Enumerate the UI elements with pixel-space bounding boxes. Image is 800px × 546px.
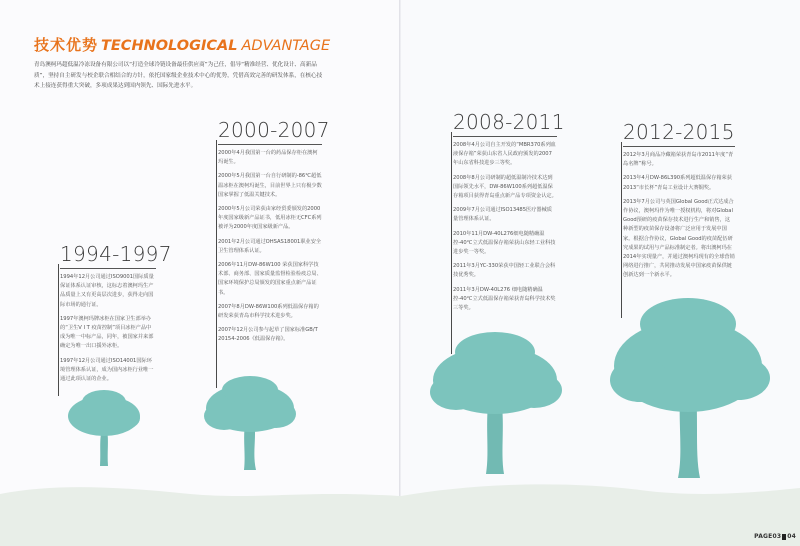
era-item: 2007年12月公司参与起草了国家标准GB/T 20154-2006《低温保存箱》。 (218, 327, 318, 343)
era-2000-2007 (218, 118, 330, 350)
era-item: 2013年4月DW-86L390系列超低温保存箱荣获2013“市长杯”青岛工业设计大赛铜奖。 (623, 175, 732, 191)
era-item: 2006年11月DW-86W100 荣获国家科学技术部、商务部、国家质量监督检验检疫总局、国家环境保护总局颁发的国家重点新产品证书。 (218, 262, 322, 296)
era-item: 2011年3月DW-40L276 细电随精确温控-40℃立式低温保存箱荣获青岛科学技术奖三等奖。 (453, 286, 556, 312)
era-rule (60, 268, 156, 269)
era-1994-1997 (60, 242, 172, 389)
era-item: 2012年3月商品冷藏箱荣获青岛市2011年度“青岛名牌”称号。 (623, 152, 734, 168)
era-year: 1994-1997 (60, 242, 172, 266)
era-item: 2008年8月公司研制的超低温制冷技术达到国际领先水平，DW-86W100系列超低温保存箱项目获得青岛重点新产品专项资金认定。 (453, 174, 557, 200)
era-year: 2000-2007 (218, 118, 330, 142)
tree-2008-2011 (430, 332, 562, 474)
intro-paragraph: 青岛澳柯玛超低温冷冻设备有限公司以“打造全球冷链设备最佳供应商”为己任，倡导“精准经营、优化设计、高新品质”，坚持自主研发与校企联合相结合的方针，依托国家级企业技术中心的优势，凭借高效完善的研发体系，在核心技术上接连获得重大突破，多项成果达到国内领先、国际先进水平。 (34, 62, 323, 89)
era-item: 2000年5月公司荣获由家经贸委颁发的2000年度国家级新产品证书，低用冰柜无CFC系列被评为2000年度国家级新产品。 (218, 206, 322, 231)
era-items (218, 149, 322, 345)
era-items (623, 151, 735, 281)
era-items (60, 273, 156, 384)
tree-1994-1997 (68, 390, 140, 466)
era-item: 2001年2月公司通过OHSAS18001职业安全卫生管理体系认证。 (218, 238, 322, 254)
era-item: 2013年7月公司与英国Global Good正式达成合作协议，澳柯玛作为唯一授权机构，将对Global Good预研的疫苗保存技术进行生产和销售，这种新型的疫苗保存设备将广泛应用于发展中国家。根据合作协议，Global Good的疫苗配伍研究成果的试用与产品标准制定者。将出澳柯玛在2014年实现量产，并通过澳柯玛现有的全球营销网络进行推广，共同推动发展中国家疫苗保供链创新达到一个新水平。 (623, 198, 735, 279)
era-rule (218, 144, 322, 145)
era-rule (453, 136, 557, 137)
era-rule (623, 146, 735, 147)
page-heading (34, 34, 330, 55)
tree-2012-2015 (610, 298, 770, 478)
heading-cn: 技术优势 (34, 36, 99, 54)
heading-en-light: ADVANTAGE (241, 38, 331, 54)
era-item: 1997年澳柯玛牌冰柜在国家卫生部举办的“卫生V I T 疫苗控制”项目冰柜产品中成为唯一中标产品，同年，被国家并来部确定为唯一出口援外冰柜。 (60, 315, 154, 350)
era-item: 2007年8月DW-86W100系列低温保存箱的研发荣获青岛市科学技术进步奖。 (218, 303, 319, 320)
era-line (621, 142, 622, 318)
heading-en-bold: TECHNOLOGICAL (101, 38, 238, 54)
era-2008-2011 (453, 110, 565, 318)
era-item: 2000年4月我国第一台的药品保存柜在澳柯玛诞生。 (218, 150, 318, 166)
era-item: 2009年7月公司通过ISO13485医疗器械质量管理体系认证。 (453, 207, 552, 223)
era-item: 2011年3月YC-330荣获中国轻工业联合会科技优秀奖。 (453, 263, 556, 279)
era-line (216, 140, 217, 388)
era-item: 1997年12月公司通过ISO14001国际环境管理体系认证，成为国内冰柜行业唯一通过此项认证的企业。 (60, 357, 154, 383)
era-items (453, 141, 557, 313)
page-left-number: 03 (772, 533, 782, 540)
era-item: 1994年12月公司通过ISO9001国际质量保证体系认证审核，这标志着澳柯玛生产品质量上又有更高层次进步，获得走向国际市场的通行证。 (60, 274, 154, 308)
page-number (754, 533, 796, 540)
era-2012-2015 (623, 120, 735, 286)
era-item: 2010年11月DW-40L276细电随精确温控-40℃立式低温保存箱荣获山东轻工业科技进步奖一等奖。 (453, 230, 556, 256)
era-item: 2008年4月公司自主开发的“MBR370系列血液保存箱”荣获山东省人民政府颁发的2007年山东省科技进步三等奖。 (453, 142, 556, 167)
tree-2000-2007 (204, 376, 296, 470)
era-year: 2012-2015 (623, 120, 735, 144)
page-label: PAGE (754, 533, 773, 540)
page-separator (782, 534, 786, 540)
era-item: 2000年5月我国第一台自行研制的-86℃超低温冰柜在澳柯玛诞生，目前世界上只有极少数国家掌握了低温关键技术。 (218, 173, 322, 198)
era-year: 2008-2011 (453, 110, 565, 134)
page-right-number: 04 (787, 533, 796, 540)
era-line (58, 264, 59, 396)
era-line (451, 132, 452, 354)
